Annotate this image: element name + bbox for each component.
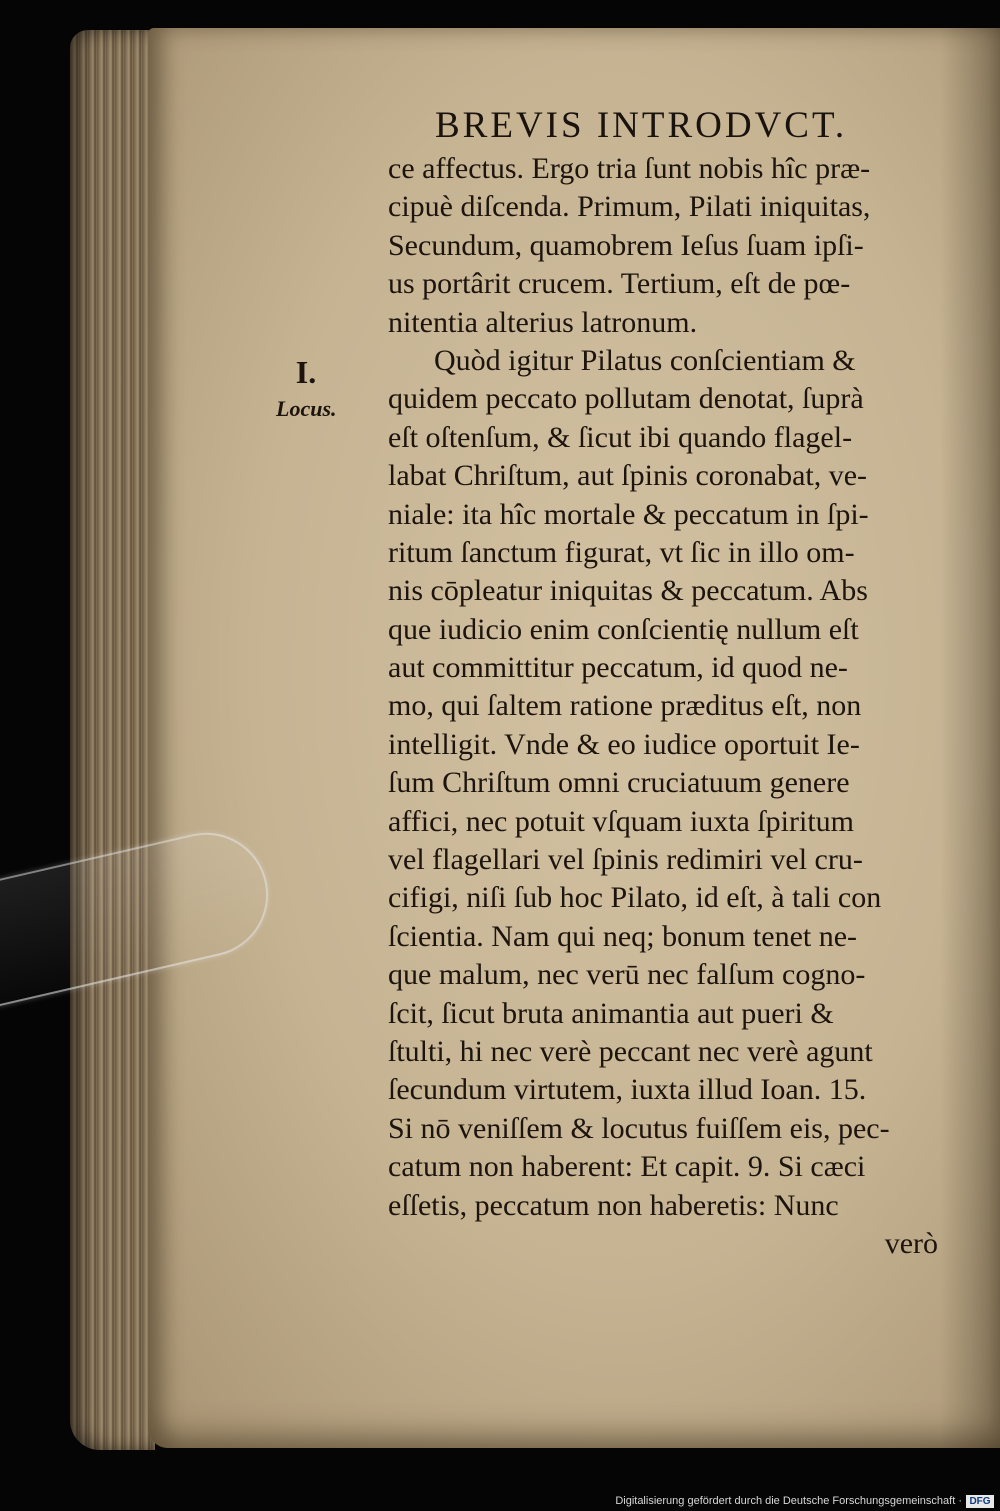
text-line: Secundum, quamobrem Ieſus ſuam ipſi- (388, 228, 864, 262)
catchword: verò (884, 1226, 938, 1260)
text-line: mo, qui ſaltem ratione præditus eſt, non (388, 689, 862, 723)
margin-note-number: I. (295, 354, 317, 390)
text-line: aut committitur peccatum, id quod ne- (388, 651, 848, 685)
text-line: eſſetis, peccatum non haberetis: Nunc (388, 1188, 839, 1222)
text-line: quidem peccato pollutam denotat, ſuprà (388, 382, 864, 416)
text-line: us portârit crucem. Tertium, eſt de pœ- (388, 267, 851, 301)
text-line: ſum Chriſtum omni cruciatuum genere (388, 766, 850, 800)
text-line: ſcit, ſicut bruta animantia aut pueri & (388, 996, 834, 1030)
text-line: Si nō veniſſem & locutus fuiſſem eis, pec- (388, 1111, 890, 1145)
margin-note-word: Locus. (276, 396, 337, 421)
text-line: eſt oſtenſum, & ſicut ibi quando flagel- (388, 420, 853, 454)
text-line: ſcientia. Nam qui neq; bonum tenet ne- (388, 919, 858, 953)
running-head: BREVIS INTRODVCT. (435, 105, 848, 146)
page-stack-edges (70, 30, 155, 1450)
text-line: que iudicio enim conſcientię nullum eſt (388, 612, 859, 646)
text-line: intelligit. Vnde & eo iudice oportuit Ie- (388, 727, 860, 761)
text-line: Quòd igitur Pilatus conſcientiam & (434, 343, 856, 377)
text-line: nitentia alterius latronum. (388, 305, 698, 339)
text-line: labat Chriſtum, aut ſpinis coronabat, ve- (388, 459, 868, 493)
text-line: affici, nec potuit vſquam iuxta ſpiritum (388, 804, 855, 838)
text-line: cipuè diſcenda. Primum, Pilati iniquitas, (388, 190, 871, 224)
text-line: vel flagellari vel ſpinis redimiri vel cru- (388, 843, 863, 877)
text-line: ſecundum virtutem, iuxta illud Ioan. 15. (388, 1073, 867, 1107)
text-line: nis cōpleatur iniquitas & peccatum. Abs (388, 574, 868, 608)
body-text (388, 150, 948, 1263)
text-line: ſtulti, hi nec verè peccant nec verè agunt (388, 1034, 873, 1068)
digitization-credit: Digitalisierung gefördert durch die Deutsche Forschungsgemeinschaft · (615, 1495, 962, 1507)
text-line: catum non haberent: Et capit. 9. Si cæci (388, 1150, 866, 1184)
text-line: niale: ita hîc mortale & peccatum in ſpi- (388, 497, 869, 531)
text-line: ritum ſanctum figurat, vt ſic in illo om- (388, 535, 855, 569)
text-line: ce affectus. Ergo tria ſunt nobis hîc præ- (388, 152, 871, 185)
text-line: que malum, nec verū nec falſum cogno- (388, 958, 866, 992)
text-line: cifigi, niſi ſub hoc Pilato, id eſt, à tali con (388, 881, 882, 915)
dfg-logo: DFG (966, 1495, 994, 1508)
margin-note (276, 352, 376, 426)
